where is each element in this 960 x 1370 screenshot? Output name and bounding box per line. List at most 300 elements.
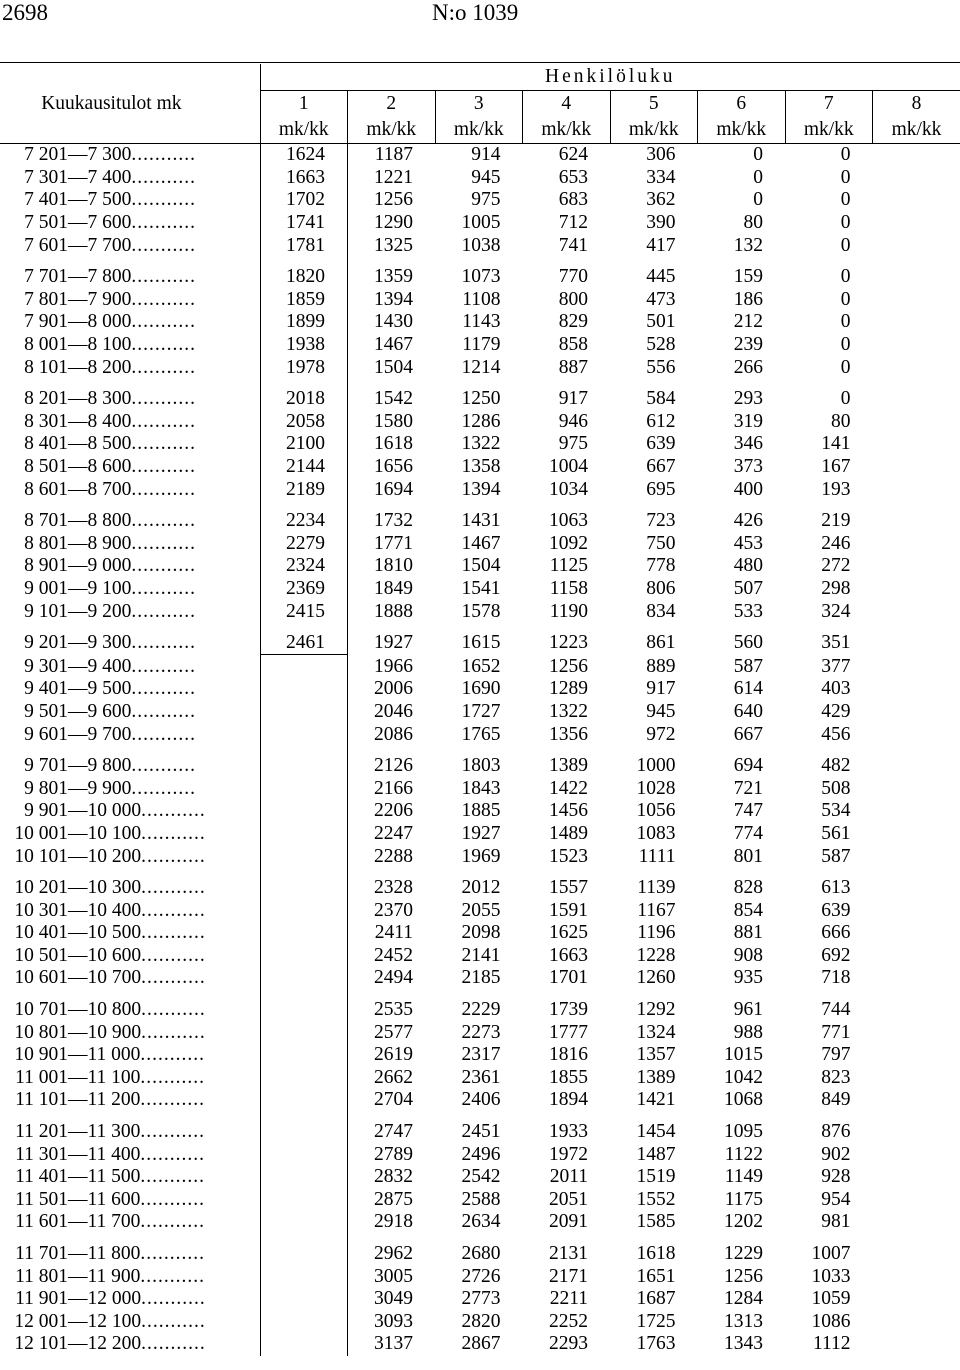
range-start: 9 201 bbox=[24, 632, 68, 654]
value-cell bbox=[260, 1311, 348, 1334]
value-cell: 2011 bbox=[549, 1166, 588, 1188]
value-cell bbox=[260, 967, 348, 990]
range-start: 8 901 bbox=[24, 555, 68, 577]
value-cell: 0 bbox=[753, 144, 763, 166]
unit-label: mk/kk bbox=[610, 117, 698, 144]
income-range bbox=[0, 945, 260, 968]
value-cell: 1256 bbox=[374, 189, 413, 211]
value-cell bbox=[260, 945, 348, 968]
leader-dots: ........... bbox=[141, 899, 206, 921]
leader-dots: ........... bbox=[141, 922, 206, 944]
value-cell: 2100 bbox=[260, 433, 348, 456]
range-start: 12 001 bbox=[14, 1310, 68, 1332]
range-start: 8 101 bbox=[24, 356, 68, 378]
leader-dots: ........... bbox=[141, 999, 206, 1021]
table-body bbox=[0, 144, 960, 1356]
range-end: 10 100 bbox=[87, 822, 142, 844]
value-cell: 1042 bbox=[724, 1066, 763, 1088]
value-cell bbox=[873, 167, 960, 190]
value-cell bbox=[873, 999, 960, 1022]
value-cell: 2293 bbox=[549, 1333, 588, 1355]
value-cell: 167 bbox=[821, 456, 851, 478]
range-dash: — bbox=[68, 388, 88, 410]
value-cell: 1542 bbox=[374, 388, 413, 410]
value-cell: 1855 bbox=[549, 1066, 588, 1088]
value-cell: 561 bbox=[821, 822, 851, 844]
leader-dots: ........... bbox=[131, 288, 196, 310]
range-end: 9 100 bbox=[87, 577, 132, 599]
unit-label: mk/kk bbox=[435, 117, 523, 144]
leader-dots: ........... bbox=[131, 555, 196, 577]
value-cell bbox=[873, 1121, 960, 1144]
income-range bbox=[0, 266, 260, 289]
table-row bbox=[0, 533, 960, 556]
value-cell bbox=[260, 922, 348, 945]
value-cell: 1059 bbox=[811, 1288, 851, 1310]
value-cell: 614 bbox=[733, 678, 763, 700]
unit-label: mk/kk bbox=[523, 117, 611, 144]
value-cell: 695 bbox=[646, 478, 676, 500]
table-row bbox=[0, 1089, 960, 1112]
range-dash: — bbox=[68, 1211, 88, 1233]
value-cell: 1663 bbox=[549, 944, 588, 966]
group-spacer bbox=[0, 746, 960, 755]
range-dash: — bbox=[68, 1243, 88, 1265]
value-cell bbox=[873, 1021, 960, 1044]
value-cell: 0 bbox=[840, 166, 851, 188]
value-cell: 1765 bbox=[461, 723, 501, 745]
value-cell: 293 bbox=[733, 388, 763, 410]
income-range bbox=[0, 999, 260, 1022]
table-row bbox=[0, 632, 960, 655]
range-dash: — bbox=[68, 212, 88, 234]
value-cell bbox=[873, 632, 960, 655]
value-cell: 0 bbox=[840, 212, 851, 234]
value-cell: 2406 bbox=[461, 1089, 501, 1111]
value-cell bbox=[873, 334, 960, 357]
value-cell: 1771 bbox=[374, 532, 413, 554]
value-cell: 1256 bbox=[549, 655, 588, 677]
group-header-row bbox=[0, 64, 960, 91]
value-cell: 1000 bbox=[636, 755, 676, 777]
value-cell: 988 bbox=[733, 1021, 763, 1043]
table-row bbox=[0, 212, 960, 235]
value-cell: 1421 bbox=[636, 1089, 676, 1111]
range-start: 9 501 bbox=[24, 700, 68, 722]
income-range bbox=[0, 167, 260, 190]
value-cell: 2247 bbox=[374, 822, 413, 844]
value-cell: 1933 bbox=[549, 1121, 588, 1143]
value-cell: 2588 bbox=[461, 1188, 501, 1210]
value-cell: 1343 bbox=[724, 1333, 763, 1355]
value-cell bbox=[873, 311, 960, 334]
range-dash: — bbox=[68, 1044, 88, 1066]
value-cell: 298 bbox=[821, 577, 851, 599]
value-cell: 377 bbox=[821, 655, 851, 677]
range-dash: — bbox=[68, 800, 88, 822]
table-row bbox=[0, 456, 960, 479]
leader-dots: ........... bbox=[131, 166, 196, 188]
value-cell: 1394 bbox=[374, 288, 413, 310]
value-cell: 2051 bbox=[549, 1188, 588, 1210]
leader-dots: ........... bbox=[131, 655, 196, 677]
range-dash: — bbox=[68, 510, 88, 532]
value-cell: 624 bbox=[558, 144, 588, 166]
value-cell: 1652 bbox=[461, 655, 501, 677]
value-cell: 1656 bbox=[374, 456, 413, 478]
range-start: 11 701 bbox=[15, 1243, 68, 1265]
income-range bbox=[0, 967, 260, 990]
leader-dots: ........... bbox=[140, 1188, 206, 1210]
value-cell: 2317 bbox=[461, 1044, 501, 1066]
value-cell bbox=[873, 655, 960, 678]
value-cell: 1849 bbox=[374, 577, 413, 599]
range-dash: — bbox=[68, 433, 88, 455]
value-cell bbox=[260, 1288, 348, 1311]
value-cell bbox=[873, 845, 960, 868]
value-cell: 639 bbox=[646, 433, 676, 455]
range-dash: — bbox=[68, 166, 88, 188]
value-cell: 159 bbox=[733, 266, 763, 288]
range-start: 9 401 bbox=[24, 678, 68, 700]
table-row bbox=[0, 478, 960, 501]
value-cell bbox=[260, 1265, 348, 1288]
value-cell: 1290 bbox=[374, 212, 413, 234]
value-cell: 1694 bbox=[374, 478, 413, 500]
range-dash: — bbox=[68, 1188, 88, 1210]
leader-dots: ........... bbox=[131, 700, 196, 722]
value-cell: 2229 bbox=[461, 999, 501, 1021]
value-cell: 1286 bbox=[461, 410, 501, 432]
leader-dots: ........... bbox=[131, 577, 196, 599]
table-row bbox=[0, 388, 960, 411]
table-row bbox=[0, 1189, 960, 1212]
value-cell: 945 bbox=[646, 700, 676, 722]
range-start: 8 401 bbox=[24, 433, 68, 455]
value-cell: 1324 bbox=[636, 1021, 676, 1043]
value-cell: 3049 bbox=[374, 1288, 413, 1310]
value-cell: 694 bbox=[733, 755, 763, 777]
value-cell: 1125 bbox=[549, 555, 588, 577]
range-start: 10 601 bbox=[14, 967, 68, 989]
value-cell: 2875 bbox=[374, 1188, 413, 1210]
column-header: 7 bbox=[785, 91, 873, 118]
income-range bbox=[0, 356, 260, 379]
value-cell bbox=[873, 1044, 960, 1067]
range-dash: — bbox=[68, 967, 88, 989]
value-cell bbox=[873, 678, 960, 701]
value-cell: 1359 bbox=[374, 266, 413, 288]
value-cell bbox=[873, 1189, 960, 1212]
value-cell bbox=[873, 1089, 960, 1112]
value-cell bbox=[260, 823, 348, 846]
value-cell bbox=[260, 1166, 348, 1189]
value-cell: 747 bbox=[733, 800, 763, 822]
range-dash: — bbox=[68, 456, 88, 478]
range-dash: — bbox=[68, 532, 88, 554]
value-cell: 1816 bbox=[549, 1044, 588, 1066]
value-cell: 1313 bbox=[724, 1310, 763, 1332]
value-cell: 2789 bbox=[374, 1143, 413, 1165]
value-cell: 0 bbox=[840, 234, 851, 256]
value-cell: 2773 bbox=[461, 1288, 501, 1310]
value-cell: 1843 bbox=[461, 777, 501, 799]
value-cell: 1618 bbox=[374, 433, 413, 455]
value-cell bbox=[260, 1243, 348, 1266]
range-dash: — bbox=[68, 266, 88, 288]
value-cell: 2018 bbox=[260, 388, 348, 411]
income-range bbox=[0, 1121, 260, 1144]
value-cell: 239 bbox=[733, 334, 763, 356]
value-cell: 1739 bbox=[549, 999, 588, 1021]
value-cell bbox=[260, 999, 348, 1022]
income-range bbox=[0, 678, 260, 701]
leader-dots: ........... bbox=[141, 1021, 206, 1043]
value-cell: 1927 bbox=[374, 632, 413, 654]
range-dash: — bbox=[68, 1166, 88, 1188]
value-cell: 849 bbox=[821, 1089, 851, 1111]
leader-dots: ........... bbox=[131, 212, 196, 234]
income-range bbox=[0, 845, 260, 868]
range-start: 11 001 bbox=[15, 1066, 68, 1088]
value-cell bbox=[873, 1143, 960, 1166]
leader-dots: ........... bbox=[140, 1166, 206, 1188]
range-dash: — bbox=[68, 311, 88, 333]
group-spacer bbox=[0, 1234, 960, 1243]
range-dash: — bbox=[68, 1310, 88, 1332]
range-end: 9 900 bbox=[87, 777, 132, 799]
leader-dots: ........... bbox=[140, 1265, 206, 1287]
value-cell: 1179 bbox=[462, 334, 501, 356]
income-range bbox=[0, 701, 260, 724]
range-end: 10 300 bbox=[87, 877, 142, 899]
table-row bbox=[0, 311, 960, 334]
group-spacer bbox=[0, 257, 960, 266]
range-dash: — bbox=[68, 1265, 88, 1287]
value-cell: 80 bbox=[743, 212, 763, 234]
value-cell: 1034 bbox=[549, 478, 588, 500]
table-row bbox=[0, 899, 960, 922]
value-cell: 1422 bbox=[549, 777, 588, 799]
value-cell bbox=[260, 1121, 348, 1144]
leader-dots: ........... bbox=[141, 944, 206, 966]
income-table bbox=[0, 64, 960, 1356]
range-start: 11 101 bbox=[15, 1089, 68, 1111]
table-row bbox=[0, 877, 960, 900]
value-cell: 975 bbox=[471, 189, 501, 211]
income-range bbox=[0, 1243, 260, 1266]
value-cell bbox=[873, 967, 960, 990]
income-range bbox=[0, 334, 260, 357]
value-cell: 640 bbox=[733, 700, 763, 722]
value-cell: 2451 bbox=[461, 1121, 501, 1143]
value-cell: 741 bbox=[558, 234, 588, 256]
leader-dots: ........... bbox=[131, 755, 196, 777]
income-range bbox=[0, 1044, 260, 1067]
value-cell: 346 bbox=[733, 433, 763, 455]
value-cell: 528 bbox=[646, 334, 676, 356]
range-end: 7 300 bbox=[87, 144, 132, 166]
value-cell: 0 bbox=[840, 334, 851, 356]
value-cell bbox=[873, 289, 960, 312]
table-row bbox=[0, 433, 960, 456]
table-row bbox=[0, 144, 960, 167]
value-cell: 1086 bbox=[811, 1310, 851, 1332]
value-cell: 854 bbox=[733, 899, 763, 921]
value-cell: 1487 bbox=[636, 1143, 676, 1165]
value-cell: 2206 bbox=[374, 800, 413, 822]
value-cell: 1196 bbox=[637, 922, 676, 944]
table-row bbox=[0, 777, 960, 800]
leader-dots: ........... bbox=[141, 1288, 206, 1310]
value-cell bbox=[873, 800, 960, 823]
document-number: N:o 1039 bbox=[432, 0, 519, 25]
value-cell bbox=[873, 433, 960, 456]
table-row bbox=[0, 823, 960, 846]
value-cell: 1557 bbox=[549, 877, 588, 899]
value-cell: 858 bbox=[558, 334, 588, 356]
range-end: 11 000 bbox=[87, 1044, 141, 1066]
unit-label: mk/kk bbox=[260, 117, 348, 144]
column-header: 5 bbox=[610, 91, 698, 118]
value-cell: 2131 bbox=[549, 1243, 588, 1265]
range-end: 11 100 bbox=[87, 1066, 141, 1088]
value-cell: 2747 bbox=[374, 1121, 413, 1143]
value-cell: 1289 bbox=[549, 678, 588, 700]
value-cell: 1223 bbox=[549, 632, 588, 654]
leader-dots: ........... bbox=[140, 1243, 206, 1265]
range-dash: — bbox=[68, 845, 88, 867]
range-end: 8 700 bbox=[87, 478, 132, 500]
value-cell: 2452 bbox=[374, 944, 413, 966]
value-cell bbox=[260, 777, 348, 800]
table-row bbox=[0, 234, 960, 257]
range-start: 9 701 bbox=[24, 755, 68, 777]
value-cell: 1624 bbox=[260, 144, 348, 167]
value-cell: 1007 bbox=[811, 1243, 851, 1265]
value-cell: 2361 bbox=[461, 1066, 501, 1088]
table-row bbox=[0, 1311, 960, 1334]
value-cell: 721 bbox=[733, 777, 763, 799]
range-end: 9 600 bbox=[87, 700, 132, 722]
range-start: 7 601 bbox=[24, 234, 68, 256]
value-cell: 1073 bbox=[461, 266, 501, 288]
value-cell: 1663 bbox=[260, 167, 348, 190]
unit-label: mk/kk bbox=[698, 117, 786, 144]
value-cell: 612 bbox=[646, 410, 676, 432]
range-dash: — bbox=[68, 334, 88, 356]
value-cell: 2634 bbox=[461, 1211, 501, 1233]
leader-dots: ........... bbox=[141, 1333, 206, 1355]
value-cell: 480 bbox=[733, 555, 763, 577]
leader-dots: ........... bbox=[141, 877, 206, 899]
table-row bbox=[0, 266, 960, 289]
value-cell bbox=[260, 755, 348, 778]
range-dash: — bbox=[68, 723, 88, 745]
range-end: 8 200 bbox=[87, 356, 132, 378]
value-cell: 482 bbox=[821, 755, 851, 777]
value-cell: 2058 bbox=[260, 411, 348, 434]
range-dash: — bbox=[68, 234, 88, 256]
table-row bbox=[0, 555, 960, 578]
range-start: 7 701 bbox=[24, 266, 68, 288]
range-dash: — bbox=[68, 189, 88, 211]
range-dash: — bbox=[68, 822, 88, 844]
table-row bbox=[0, 578, 960, 601]
group-spacer bbox=[0, 379, 960, 388]
value-cell: 1068 bbox=[724, 1089, 763, 1111]
value-cell: 861 bbox=[646, 632, 676, 654]
value-cell: 692 bbox=[821, 944, 851, 966]
income-range bbox=[0, 1143, 260, 1166]
value-cell: 219 bbox=[821, 510, 851, 532]
value-cell bbox=[260, 1333, 348, 1356]
value-cell: 1966 bbox=[374, 655, 413, 677]
value-cell bbox=[873, 1288, 960, 1311]
value-cell: 0 bbox=[840, 144, 851, 166]
leader-dots: ........... bbox=[131, 189, 196, 211]
value-cell: 1357 bbox=[636, 1044, 676, 1066]
group-spacer bbox=[0, 868, 960, 877]
value-cell: 829 bbox=[558, 311, 588, 333]
range-start: 8 001 bbox=[24, 334, 68, 356]
income-range bbox=[0, 877, 260, 900]
value-cell: 771 bbox=[821, 1021, 851, 1043]
range-dash: — bbox=[68, 1021, 88, 1043]
income-range bbox=[0, 1021, 260, 1044]
value-cell bbox=[873, 877, 960, 900]
range-end: 7 900 bbox=[87, 288, 132, 310]
range-end: 9 500 bbox=[87, 678, 132, 700]
value-cell: 1885 bbox=[461, 800, 501, 822]
range-dash: — bbox=[68, 899, 88, 921]
value-cell: 1430 bbox=[374, 311, 413, 333]
value-cell: 426 bbox=[733, 510, 763, 532]
value-cell: 1028 bbox=[636, 777, 676, 799]
range-end: 10 800 bbox=[87, 999, 142, 1021]
leader-dots: ........... bbox=[140, 1143, 206, 1165]
value-cell: 1701 bbox=[549, 967, 588, 989]
range-start: 7 301 bbox=[24, 166, 68, 188]
income-range bbox=[0, 510, 260, 533]
range-start: 10 701 bbox=[14, 999, 68, 1021]
page-number: 2698 bbox=[2, 0, 48, 25]
value-cell: 1763 bbox=[636, 1333, 676, 1355]
range-start: 8 301 bbox=[24, 410, 68, 432]
value-cell: 914 bbox=[471, 144, 501, 166]
value-cell: 2494 bbox=[374, 967, 413, 989]
range-start: 10 201 bbox=[14, 877, 68, 899]
value-cell: 584 bbox=[646, 388, 676, 410]
range-dash: — bbox=[68, 944, 88, 966]
table-row bbox=[0, 655, 960, 678]
group-spacer bbox=[0, 501, 960, 510]
range-dash: — bbox=[68, 777, 88, 799]
value-cell: 639 bbox=[821, 899, 851, 921]
value-cell: 1229 bbox=[724, 1243, 763, 1265]
range-end: 11 800 bbox=[87, 1243, 141, 1265]
value-cell: 1803 bbox=[461, 755, 501, 777]
value-cell: 823 bbox=[821, 1066, 851, 1088]
value-cell bbox=[873, 723, 960, 746]
value-cell: 744 bbox=[821, 999, 851, 1021]
value-cell: 556 bbox=[646, 356, 676, 378]
range-end: 10 900 bbox=[87, 1021, 142, 1043]
table-row bbox=[0, 678, 960, 701]
value-cell: 954 bbox=[821, 1188, 851, 1210]
value-cell: 917 bbox=[558, 388, 588, 410]
value-cell: 653 bbox=[558, 166, 588, 188]
